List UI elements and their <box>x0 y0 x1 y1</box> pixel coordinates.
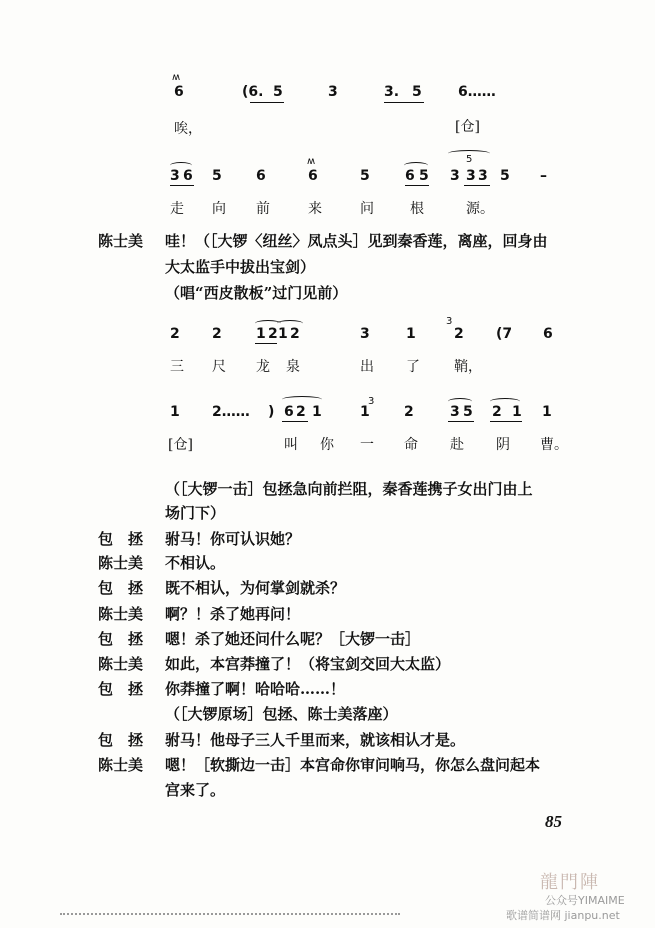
note: 1 <box>542 404 552 420</box>
note: 6 <box>405 168 415 184</box>
speaker: 包 拯 <box>98 530 144 548</box>
note: 1 <box>278 326 288 342</box>
lyric: 鞘， <box>454 359 482 375</box>
note: 3 <box>450 168 460 184</box>
note: 1 <box>406 326 416 342</box>
lyric: 命 <box>404 437 418 453</box>
note: – <box>540 168 547 184</box>
note: 6 <box>256 168 266 184</box>
watermark-logo: 龍門陣 <box>540 872 600 893</box>
dialogue-line: 大太监手中拔出宝剑） <box>165 258 316 276</box>
note: 6 <box>284 404 294 420</box>
dialogue-line: 不相认。 <box>165 554 226 572</box>
dialogue-line: 啊？！杀了她再问！ <box>165 605 301 623</box>
lyric: 走 <box>170 201 184 217</box>
speaker: 陈士美 <box>98 232 144 250</box>
note: 3. <box>384 84 400 100</box>
lyric: 向 <box>212 201 226 217</box>
trill-mark: ʍ <box>307 156 316 167</box>
note: 3 <box>328 84 338 100</box>
underline <box>448 421 474 422</box>
note: 2 <box>296 404 306 420</box>
note: 2 <box>404 404 414 420</box>
note: 3 <box>478 168 488 184</box>
note: 2 <box>268 326 278 342</box>
underline <box>490 421 522 422</box>
note: 3 <box>450 404 460 420</box>
lyric: [仓] <box>455 119 480 135</box>
underline <box>170 185 194 186</box>
underline <box>250 102 284 103</box>
dialogue-line: 驸马！你可认识她？ <box>165 530 301 548</box>
dialogue-line: 你莽撞了啊！哈哈哈……！ <box>165 680 346 698</box>
note: 5 <box>463 404 473 420</box>
watermark-text: 歌谱简谱网 jianpu.net <box>506 909 620 922</box>
underline <box>464 185 490 186</box>
note: 6 <box>174 84 184 100</box>
lyric: 阴 <box>496 437 510 453</box>
stage-direction-line: 场门下） <box>165 504 226 522</box>
note: 5 <box>360 168 370 184</box>
speaker: 包 拯 <box>98 579 144 597</box>
note: 5 <box>500 168 510 184</box>
lyric: 三 <box>170 359 184 375</box>
speaker: 包 拯 <box>98 680 144 698</box>
note: (7 <box>496 326 513 342</box>
note: 2 <box>170 326 180 342</box>
tie <box>282 396 322 403</box>
note: (6. <box>242 84 264 100</box>
lyric: 曹。 <box>540 437 568 453</box>
lyric: 尺 <box>212 359 226 375</box>
lyric: 一 <box>360 437 374 453</box>
note: 2 <box>454 326 464 342</box>
stage-direction-line: （［大锣一击］包拯急向前拦阻，秦香莲携子女出门由上 <box>165 480 533 498</box>
note: 6 <box>183 168 193 184</box>
lyric: 源。 <box>466 201 494 217</box>
lyric: 叫 <box>284 437 298 453</box>
note: 2 <box>212 326 222 342</box>
note: 1 <box>170 404 180 420</box>
note: 5 <box>212 168 222 184</box>
lyric: 泉 <box>286 359 300 375</box>
note: ) <box>268 404 275 420</box>
note: 5 <box>412 84 422 100</box>
lyric: 赴 <box>450 437 464 453</box>
lyric: 你 <box>320 437 334 453</box>
lyric: 问 <box>360 201 374 217</box>
grace-note: 3 <box>368 396 375 407</box>
note: 6 <box>543 326 553 342</box>
dialogue-line: 嗯！［软撕边一击］本宫命你审问响马，你怎么盘问起本 <box>165 756 541 774</box>
note: 6 <box>308 168 318 184</box>
trill-mark: ʍ <box>172 72 181 83</box>
dialogue-line: 哇！（［大锣〈纽丝〉凤点头］见到秦香莲，离座，回身由 <box>165 232 548 250</box>
note: 5 <box>419 168 429 184</box>
note: 3 <box>170 168 180 184</box>
stage-direction-line: （［大锣原场］包拯、陈士美落座） <box>165 705 398 723</box>
dialogue-line: 如此，本宫莽撞了！（将宝剑交回大太监） <box>165 655 451 673</box>
note: 2…… <box>212 404 250 420</box>
speaker: 陈士美 <box>98 756 144 774</box>
note: 2 <box>290 326 300 342</box>
note: 3 <box>360 326 370 342</box>
note: 3 <box>466 168 476 184</box>
note: 1 <box>512 404 522 420</box>
grace-note: 3 <box>446 316 453 327</box>
underline <box>405 185 429 186</box>
underline <box>282 421 308 422</box>
speaker: 包 拯 <box>98 731 144 749</box>
note: 1 <box>360 404 370 420</box>
note: 1 <box>312 404 322 420</box>
lyric: 唉， <box>174 121 202 137</box>
lyric: 龙 <box>256 359 270 375</box>
lyric: 前 <box>256 201 270 217</box>
note: 1 <box>256 326 266 342</box>
lyric: 出 <box>360 359 374 375</box>
speaker: 包 拯 <box>98 630 144 648</box>
underline <box>255 343 277 344</box>
page-number: 85 <box>545 812 562 831</box>
note: 5 <box>273 84 283 100</box>
dialogue-line: 宫来了。 <box>165 781 226 799</box>
speaker: 陈士美 <box>98 605 144 623</box>
dialogue-line: 嗯！杀了她还问什么呢？［大锣一击］ <box>165 630 421 648</box>
lyric: 了 <box>406 359 420 375</box>
lyric: 来 <box>308 201 322 217</box>
dialogue-line: 既不相认，为何掌剑就杀？ <box>165 579 346 597</box>
underline <box>384 102 424 103</box>
lyric: [仓] <box>168 437 193 453</box>
speaker: 陈士美 <box>98 554 144 572</box>
speaker: 陈士美 <box>98 655 144 673</box>
scan-artifact-dots <box>60 913 400 915</box>
stage-direction: （唱“西皮散板”过门见前） <box>165 284 348 302</box>
dialogue-line: 驸马！他母子三人千里而来，就该相认才是。 <box>165 731 466 749</box>
note: 2 <box>492 404 502 420</box>
note: 6…… <box>458 84 496 100</box>
grace-note: 5 <box>466 154 473 165</box>
lyric: 根 <box>410 201 424 217</box>
watermark-text: 公众号YIMAIME <box>545 894 625 907</box>
